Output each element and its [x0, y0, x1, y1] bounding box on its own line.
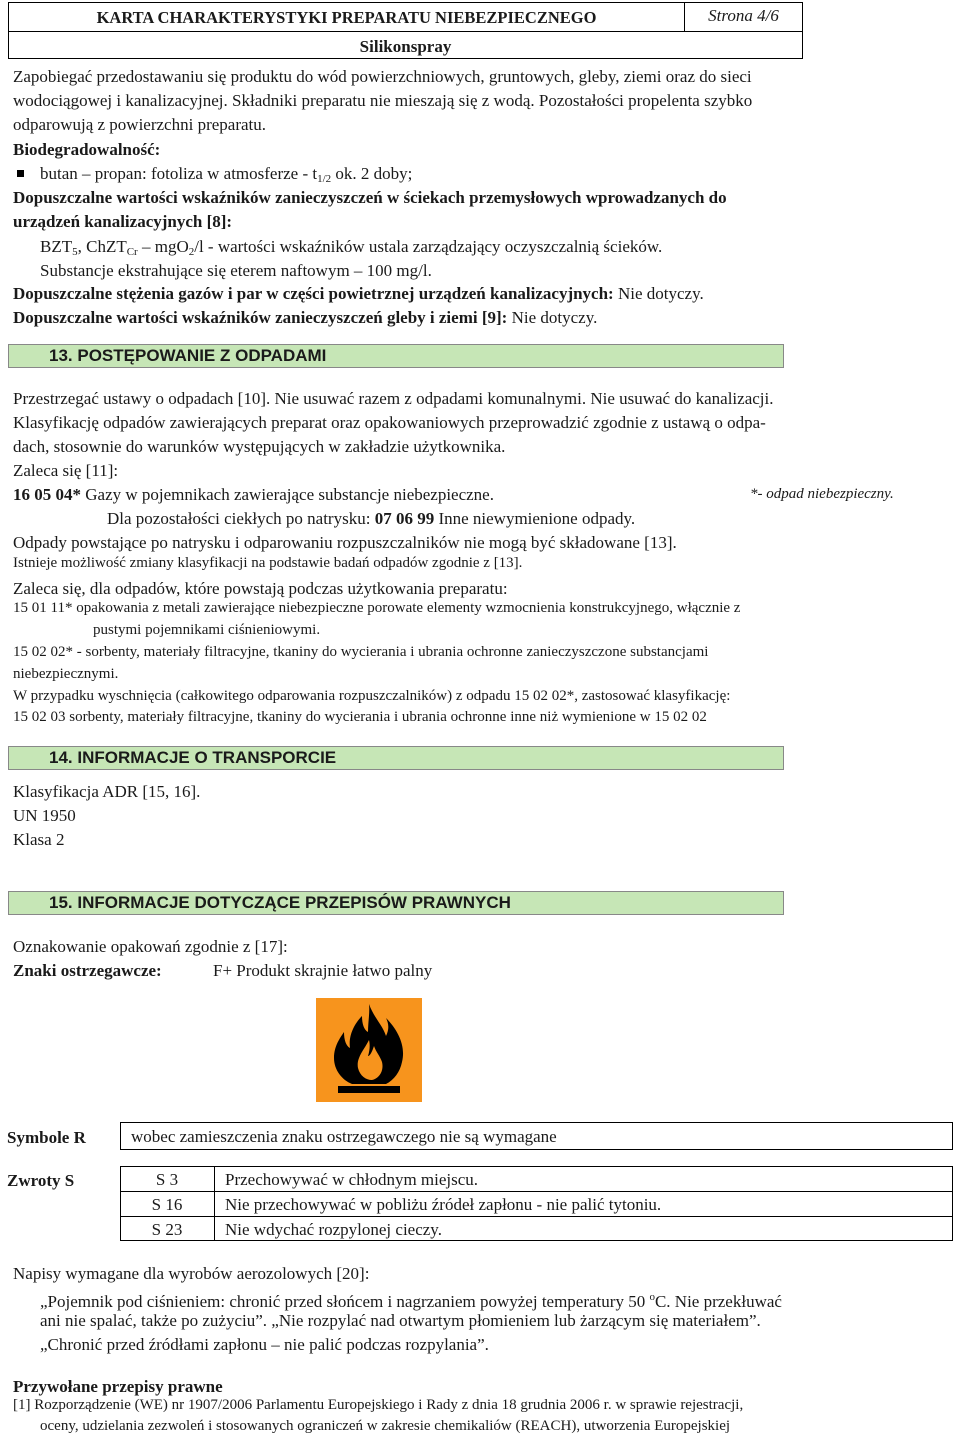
reference-line: [1] Rozporządzenie (WE) nr 1907/2006 Parlamentu Europejskiego i Rady z dnia 18 grudnia 2006 r. w sprawie rejestracji,	[13, 1397, 744, 1413]
flame-pictogram-icon	[316, 998, 422, 1102]
paragraph-line: UN 1950	[13, 806, 76, 825]
aerosol-text: ani nie spalać, także po zużyciu”. „Nie rozpylać nad otwartym płomieniem lub żarzącym się materiałem”.	[40, 1311, 761, 1330]
document-title: KARTA CHARAKTERYSTYKI PREPARATU NIEBEZPIECZNEGO	[96, 8, 597, 27]
paragraph-line: Przestrzegać ustawy o odpadach [10]. Nie usuwać razem z odpadami komunalnymi. Nie usuwać do kanalizacji.	[13, 389, 774, 408]
reference-line: oceny, udzielania zezwoleń i stosowanych ograniczeń w zakresie chemikaliów (REACH), utworzenia Europejskiej	[40, 1418, 731, 1434]
paragraph-line: Klasyfikację odpadów zawierających preparat oraz opakowaniowych przeprowadzić zgodnie z ustawą o odpa-	[13, 413, 766, 432]
residue-line: Dla pozostałości ciekłych po natrysku: 07 06 99 Inne niewymienione odpady.	[107, 509, 636, 528]
paragraph-line: dach, stosownie do warunków występujących w zakładzie użytkownika.	[13, 437, 506, 456]
paragraph-line: wodociągowej i kanalizacyjnej. Składniki preparatu nie mieszają się z wodą. Pozostałości propelenta szybko	[13, 91, 753, 110]
aerosol-text: „Chronić przed źródłami zapłonu – nie palić podczas rozpylania”.	[40, 1335, 489, 1354]
paragraph-line: Klasa 2	[13, 830, 65, 849]
paragraph-line: Odpady powstające po natrysku i odparowaniu rozpuszczalników nie mogą być składowane [13].	[13, 533, 677, 552]
paragraph-line: Oznakowanie opakowań zgodnie z [17]:	[13, 937, 288, 956]
paragraph-line: niebezpiecznymi.	[13, 666, 119, 682]
page-number: Strona 4/6	[708, 6, 779, 25]
paragraph-line: Substancje ekstrahujące się eterem naftowym – 100 mg/l.	[40, 261, 432, 280]
paragraph-line: urządzeń kanalizacyjnych [8]:	[13, 212, 233, 231]
bzt-line: $BZT_5$, ChZT$_{Cr}$ – mgO$_2$/l - wartości wskaźników ustala zarządzający oczyszczalnią ścieków.	[40, 237, 663, 258]
gas-limits: Dopuszczalne stężenia gazów i par w części powietrznej urządzeń kanalizacyjnych: Nie dotyczy.	[13, 284, 704, 303]
hazard-note: *- odpad niebezpieczny.	[750, 486, 894, 502]
paragraph-line: W przypadku wyschnięcia (całkowitego odparowania rozpuszczalników) z odpadu 15 02 02*, zastosować klasyfikację:	[13, 688, 731, 704]
document-header	[8, 2, 803, 59]
table-divider	[214, 1166, 215, 1241]
s-phrase-code: S 3	[155, 1170, 179, 1189]
aerosol-label: Napisy wymagane dla wyrobów aerozolowych [20]:	[13, 1264, 370, 1283]
biodegradability-item: butan – propan: fotoliza w atmosferze - $t_{1/2}$ ok. 2 doby;	[40, 164, 413, 185]
s-phrases-label: Zwroty S	[7, 1171, 75, 1190]
waste-code-line: 16 05 04* Gazy w pojemnikach zawierające substancje niebezpieczne.	[13, 485, 494, 504]
paragraph-line: 15 02 02* - sorbenty, materiały filtracyjne, tkaniny do wycierania i ubrania ochronne zanieczyszczone substancjami	[13, 644, 709, 660]
paragraph-line: Klasyfikacja ADR [15, 16].	[13, 782, 201, 801]
soil-limits: Dopuszczalne wartości wskaźników zanieczyszczeń gleby i ziemi [9]: Nie dotyczy.	[13, 308, 598, 327]
paragraph-line: odparowują z powierzchni preparatu.	[13, 115, 266, 134]
s-phrase-text: Nie przechowywać w pobliżu źródeł zapłonu - nie palić tytoniu.	[225, 1195, 662, 1214]
section-13-heading: 13. POSTĘPOWANIE Z ODPADAMI	[8, 344, 784, 368]
s-phrase-text: Przechowywać w chłodnym miejscu.	[225, 1170, 479, 1189]
paragraph-line: Dopuszczalne wartości wskaźników zanieczyszczeń w ściekach przemysłowych wprowadzanych do	[13, 188, 727, 207]
warning-signs-value: F+ Produkt skrajnie łatwo palny	[213, 961, 433, 980]
paragraph-line: 15 01 11* opakowania z metali zawierające niebezpieczne porowate elementy wzmocnienia konstrukcyjnego, włącznie z	[13, 600, 741, 616]
aerosol-text: „Pojemnik pod ciśnieniem: chronić przed słońcem i nagrzaniem powyżej temperatury 50 $^o$C. Nie przekłuwać	[40, 1291, 782, 1311]
product-name: Silikonspray	[359, 37, 452, 56]
paragraph-line: pustymi pojemnikami ciśnieniowymi.	[93, 622, 321, 638]
section-14-heading: 14. INFORMACJE O TRANSPORCIE	[8, 746, 784, 770]
biodegradability-label: Biodegradowalność:	[13, 140, 161, 159]
references-heading: Przywołane przepisy prawne	[13, 1377, 223, 1396]
paragraph-line: Zapobiegać przedostawaniu się produktu do wód powierzchniowych, gruntowych, gleby, ziemi oraz do sieci	[13, 67, 752, 86]
paragraph-line: Zaleca się, dla odpadów, które powstają podczas użytkowania preparatu:	[13, 579, 508, 598]
s-phrase-code: S 23	[151, 1220, 183, 1239]
r-symbols-label: Symbole R	[7, 1128, 86, 1147]
s-phrase-text: Nie wdychać rozpylonej cieczy.	[225, 1220, 442, 1239]
paragraph-line: 15 02 03 sorbenty, materiały filtracyjne, tkaniny do wycierania i ubrania ochronne inne niż wymienione w 15 02 02	[13, 709, 707, 725]
s-phrase-code: S 16	[151, 1195, 183, 1214]
bullet-icon	[17, 170, 24, 177]
paragraph-line: Istnieje możliwość zmiany klasyfikacji na podstawie badań odpadów zgodnie z [13].	[13, 555, 523, 571]
r-symbols-value: wobec zamieszczenia znaku ostrzegawczego nie są wymagane	[131, 1127, 557, 1146]
paragraph-line: Zaleca się [11]:	[13, 461, 119, 480]
section-15-heading: 15. INFORMACJE DOTYCZĄCE PRZEPISÓW PRAWNYCH	[8, 891, 784, 915]
warning-signs-label: Znaki ostrzegawcze:	[13, 961, 162, 980]
